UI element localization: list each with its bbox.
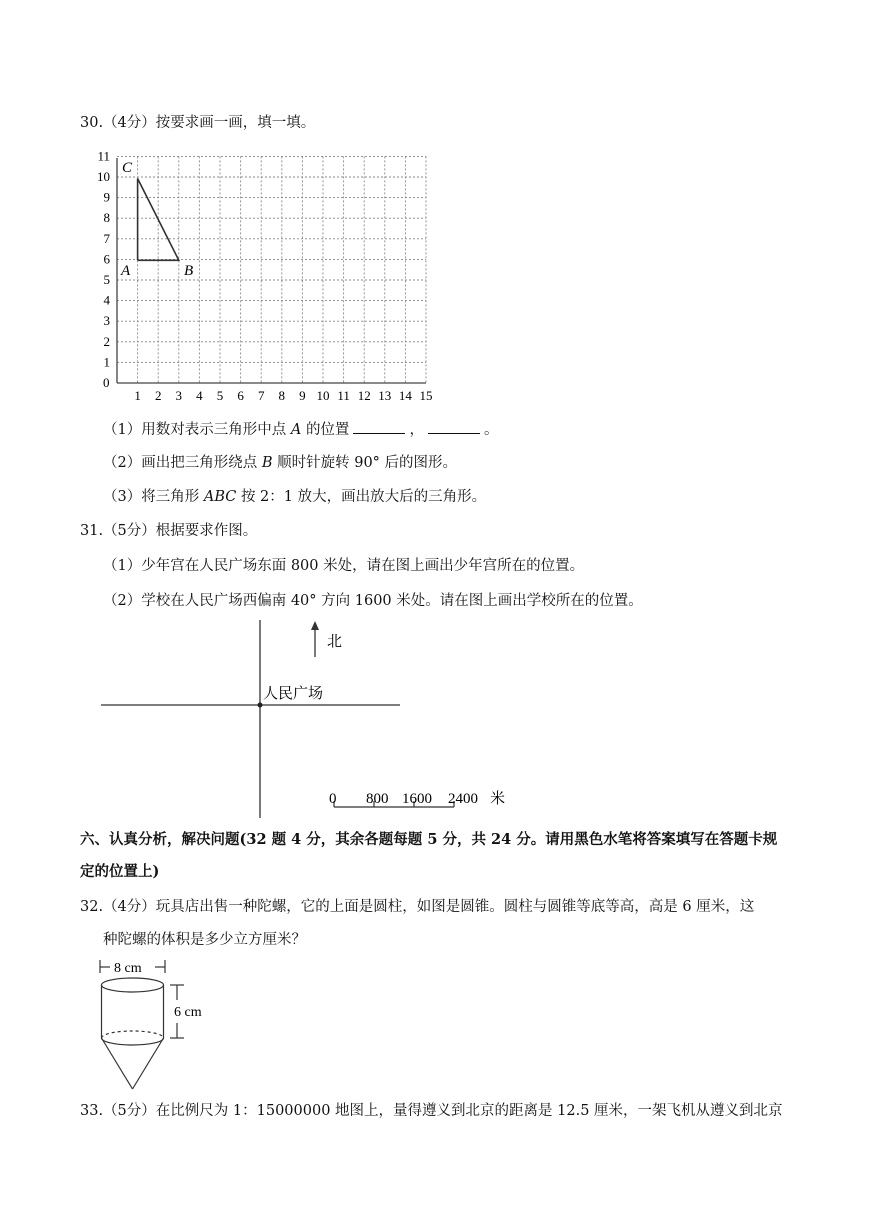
section6-title-line1: 六、认真分析，解决问题(32 题 4 分，其余各题每题 5 分，共 24 分。请用黑色水笔将答案填写在答题卡规 [80, 831, 778, 848]
q33-line1: 33.（5分）在比例尺为 1：15000000 地图上，量得遵义到北京的距离是 12.5 厘米，一架飞机从遵义到北京 [80, 1103, 783, 1119]
direction-map [95, 615, 525, 825]
y-tick-label: 10 [97, 169, 110, 184]
x-tick-label: 3 [175, 388, 183, 403]
scale-label-800: 800 [366, 791, 389, 807]
y-tick-label: 4 [103, 292, 110, 308]
width-label: 8 cm [114, 961, 142, 976]
x-tick-labels [134, 388, 432, 403]
x-tick-label: 11 [337, 388, 350, 403]
section6-title-line2: 定的位置上) [80, 863, 160, 880]
q31-sub2: （2）学校在人民广场西偏南 40° 方向 1600 米处。请在图上画出学校所在的位置。 [103, 593, 643, 609]
x-tick-label: 2 [154, 388, 162, 403]
origin-label: 0 [103, 375, 110, 390]
spinning-top-figure [95, 955, 225, 1095]
point-a-label: A [121, 263, 131, 279]
q30-sub2: （2）画出把三角形绕点 B 顺时针旋转 90° 后的图形。 [103, 455, 458, 471]
y-tick-label: 7 [103, 230, 110, 246]
y-tick-labels [97, 148, 111, 369]
x-tick-label: 9 [299, 388, 306, 403]
y-tick-label: 1 [103, 354, 110, 370]
y-tick-label: 6 [103, 251, 110, 267]
x-tick-label: 10 [316, 388, 330, 403]
scale-label-0: 0 [329, 791, 337, 807]
x-tick-label: 4 [196, 388, 203, 403]
scale-label-2400: 2400 [448, 791, 478, 807]
x-tick-label: 15 [419, 388, 433, 403]
answer-blank-2[interactable] [428, 419, 480, 434]
x-tick-label: 5 [216, 388, 224, 403]
coordinate-grid [95, 145, 440, 405]
axes [117, 158, 426, 383]
x-tick-label: 12 [357, 388, 371, 403]
q31-header: 31.（5分）根据要求作图。 [80, 523, 258, 539]
scale-label-1600: 1600 [402, 791, 432, 807]
center-label: 人民广场 [263, 686, 324, 702]
point-c-label: C [122, 160, 133, 176]
y-tick-label: 3 [103, 313, 110, 329]
y-tick-label: 5 [103, 272, 110, 287]
x-tick-label: 8 [278, 388, 286, 403]
triangle-abc [138, 179, 179, 261]
scale-bar [329, 790, 505, 807]
x-tick-label: 1 [134, 388, 141, 403]
north-label: 北 [327, 634, 343, 650]
y-tick-label: 11 [97, 148, 110, 164]
x-tick-label: 6 [237, 388, 244, 403]
grid-lines [117, 156, 426, 383]
height-label: 6 cm [174, 1005, 202, 1020]
y-tick-label: 8 [103, 210, 110, 226]
x-tick-label: 7 [257, 388, 265, 403]
q31-sub1: （1）少年宫在人民广场东面 800 米处，请在图上画出少年宫所在的位置。 [103, 558, 585, 574]
y-tick-label: 9 [103, 189, 110, 205]
point-b-label: B [184, 263, 194, 279]
answer-blank-1[interactable] [353, 419, 405, 434]
q32-line2: 种陀螺的体积是多少立方厘米？ [103, 932, 306, 948]
q30-sub3: （3）将三角形 ABC 按 2：1 放大，画出放大后的三角形。 [103, 489, 487, 505]
x-tick-label: 13 [378, 388, 392, 403]
x-tick-label: 14 [398, 388, 412, 403]
y-tick-label: 2 [103, 333, 110, 349]
scale-unit: 米 [490, 791, 506, 807]
q32-line1: 32.（4分）玩具店出售一种陀螺，它的上面是圆柱，如图是圆锥。圆柱与圆锥等底等高，高是 6 厘米，这 [80, 899, 755, 915]
q30-header: 30.（4分）按要求画一画，填一填。 [80, 115, 316, 131]
q30-sub1: （1）用数对表示三角形中点 A 的位置 ， 。 [103, 419, 498, 440]
